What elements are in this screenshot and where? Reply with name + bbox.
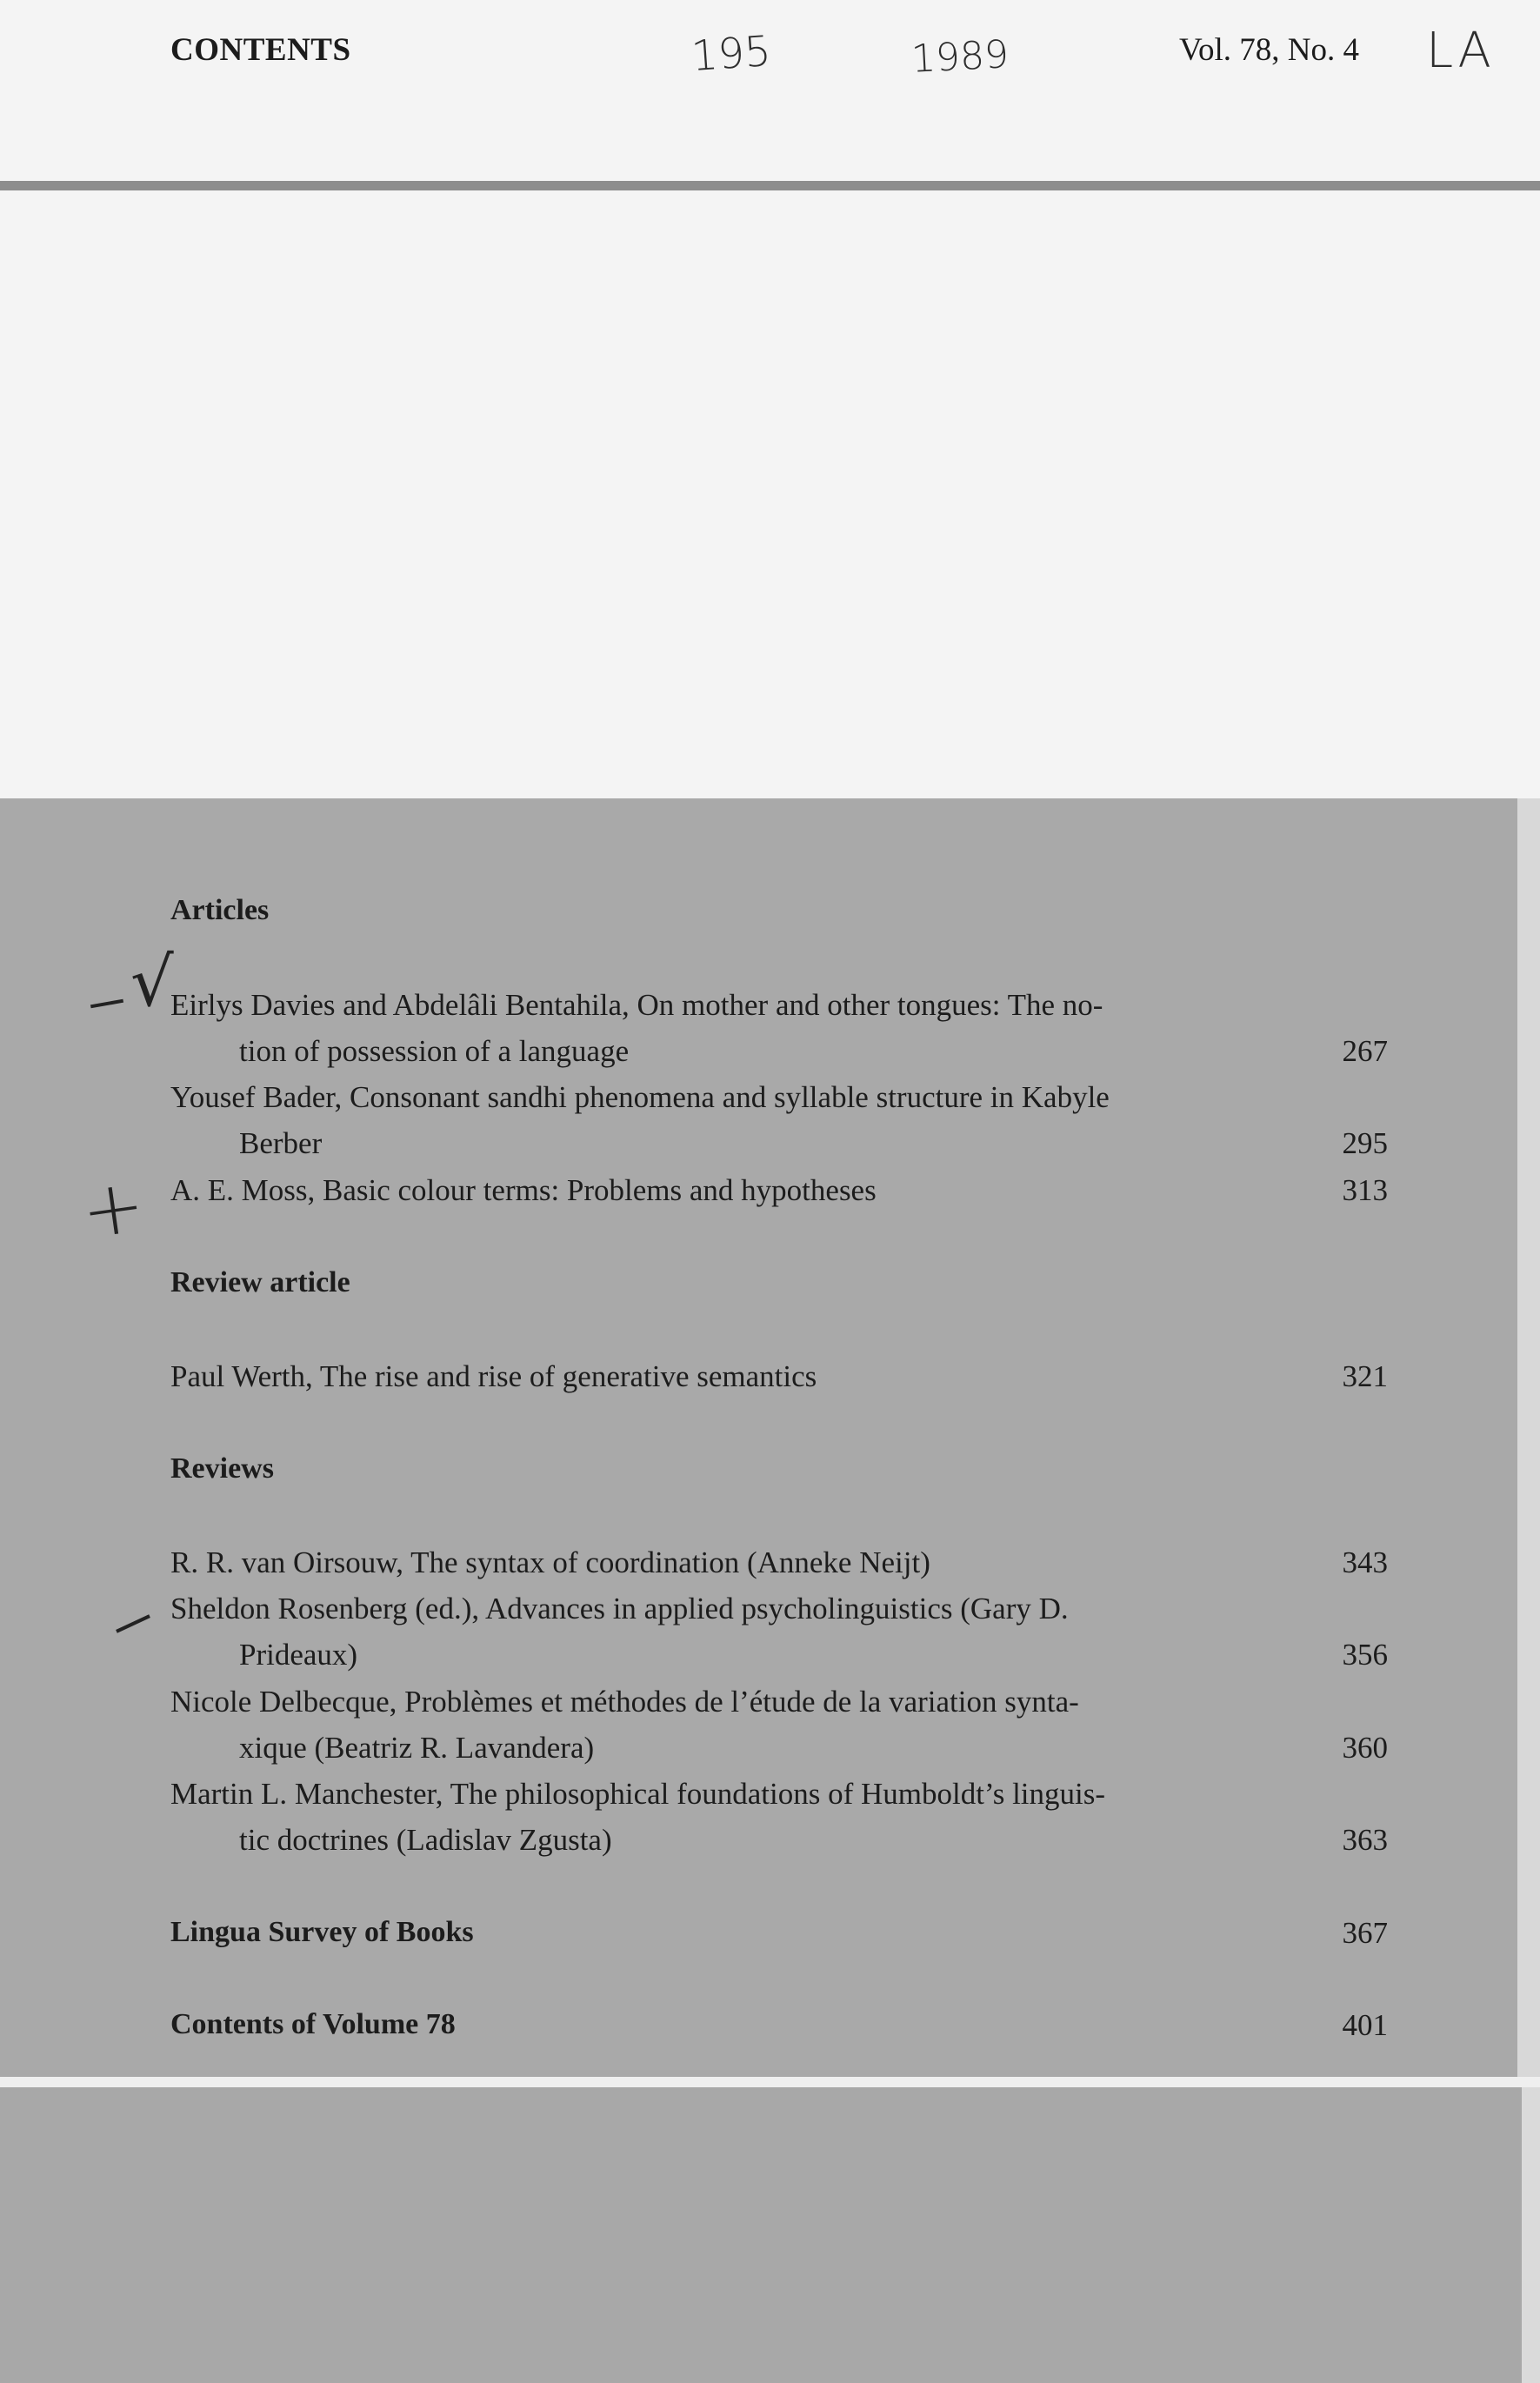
lower-panel-edge-strip: [1522, 2087, 1540, 2383]
review-4-page: 363: [1342, 1823, 1388, 1857]
section-title-review-article: Review article: [170, 1266, 350, 1298]
panel-edge-strip: [1517, 798, 1540, 2077]
review-3-line-1: Nicole Delbecque, Problèmes et méthodes de l’étude de la variation synta-: [170, 1685, 1079, 1719]
article-2-page: 295: [1342, 1126, 1388, 1160]
top-divider: [0, 181, 1540, 190]
review-article-1-page: 321: [1342, 1359, 1388, 1393]
handwritten-note-la: LA: [1426, 23, 1495, 79]
review-4-line-1: Martin L. Manchester, The philosophical foundations of Humboldt’s linguis-: [170, 1777, 1106, 1811]
lower-panel: [0, 2087, 1522, 2383]
handwritten-note-195: 195: [690, 26, 773, 82]
review-2-line-2: Prideaux): [239, 1638, 358, 1672]
plus-mark-annotation: +: [76, 1161, 150, 1257]
article-1-line-1: Eirlys Davies and Abdelâli Bentahila, On mother and other tongues: The no-: [170, 988, 1103, 1022]
review-3-line-2: xique (Beatriz R. Lavandera): [239, 1731, 595, 1765]
section-title-volume-contents: Contents of Volume 78: [170, 2008, 456, 2040]
review-2-page: 356: [1342, 1638, 1388, 1672]
survey-page: 367: [1342, 1916, 1388, 1950]
review-article-1-line-1: Paul Werth, The rise and rise of generative semantics: [170, 1359, 817, 1393]
section-title-reviews: Reviews: [170, 1452, 274, 1485]
review-3-page: 360: [1342, 1731, 1388, 1765]
article-3-page: 313: [1342, 1173, 1388, 1207]
review-4-line-2: tic doctrines (Ladislav Zgusta): [239, 1823, 612, 1857]
section-title-survey: Lingua Survey of Books: [170, 1916, 474, 1948]
check-mark-annotation: √: [130, 944, 174, 1022]
review-2-line-1: Sheldon Rosenberg (ed.), Advances in applied psycholinguistics (Gary D.: [170, 1592, 1069, 1625]
review-1-line-1: R. R. van Oirsouw, The syntax of coordination (Anneke Neijt): [170, 1545, 930, 1579]
review-1-page: 343: [1342, 1545, 1388, 1579]
volume-contents-page: 401: [1342, 2008, 1388, 2042]
section-title-articles: Articles: [170, 894, 270, 926]
article-3-line-1: A. E. Moss, Basic colour terms: Problems and hypotheses: [170, 1173, 877, 1207]
article-2-line-1: Yousef Bader, Consonant sandhi phenomena and syllable structure in Kabyle: [170, 1080, 1110, 1114]
volume-label: Vol. 78, No. 4: [1179, 32, 1359, 68]
bottom-divider: [0, 2077, 1540, 2087]
contents-heading: CONTENTS: [170, 32, 351, 68]
handwritten-note-1989: 1989: [910, 32, 1010, 82]
article-1-page: 267: [1342, 1034, 1388, 1068]
article-2-line-2: Berber: [239, 1126, 323, 1160]
article-1-line-2: tion of possession of a language: [239, 1034, 630, 1068]
